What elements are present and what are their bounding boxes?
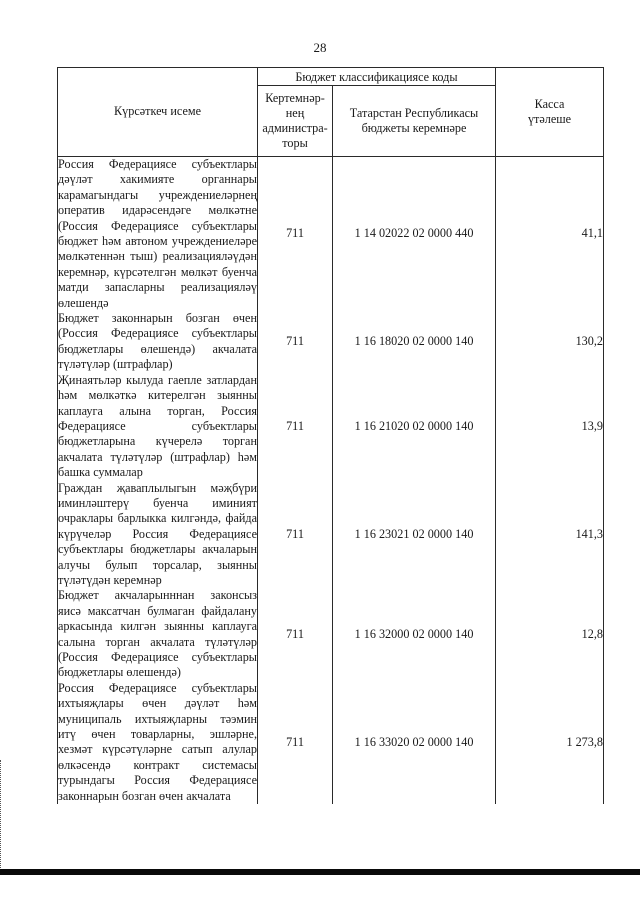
row-budget-code: 1 16 21020 02 0000 140 — [333, 373, 496, 481]
row-cash-amount: 41,1 — [496, 157, 604, 312]
row-cash-amount: 12,8 — [496, 588, 604, 680]
row-administrator-code: 711 — [258, 311, 333, 373]
table-row — [58, 373, 604, 481]
row-cash-amount: 141,3 — [496, 481, 604, 589]
header-cash-execution: Касса үтәлеше — [496, 68, 604, 157]
row-administrator-code: 711 — [258, 157, 333, 312]
header-indicator-name: Күрсәткеч исеме — [58, 68, 258, 157]
row-cash-amount: 13,9 — [496, 373, 604, 481]
table-row — [58, 481, 604, 589]
table-body — [58, 157, 604, 805]
table-header — [58, 68, 604, 157]
row-budget-code: 1 14 02022 02 0000 440 — [333, 157, 496, 312]
table-row — [58, 681, 604, 804]
row-budget-code: 1 16 33020 02 0000 140 — [333, 681, 496, 804]
row-indicator-name: Россия Федерациясе субъектлары ихтыяҗлары өчен дәүләт һәм муниципаль ихтыяҗларны тәэмин итү өчен товарларны, эшләрне, хезмәт күрсәтүләрне сатып алулар өлкәсендә контракт системасы турындагы Россия Федерациясе законнарын бозган өчен акчалата — [58, 680, 257, 803]
row-indicator-name: Граждан җаваплылыгын мәҗбүри иминләштерү буенча иминият очраклары барлыкка килгәндә, файда күрүчеләр Россия Федерациясе субъектлары бюджетлары акчаларын алучы булып торсалар, зыянны түләтүдән керемнәр — [58, 480, 257, 587]
row-budget-code: 1 16 32000 02 0000 140 — [333, 588, 496, 680]
row-cash-amount: 1 273,8 — [496, 681, 604, 804]
row-indicator-name: Россия Федерациясе субъектлары дәүләт хакимияте органнары карамагындагы учреждениеләрнең оператив идарәсендәге мөлкәтне (Россия Федерациясе субъектлары бюджет һәм автоном учреждениеләре мөлкәтеннән тыш) реализацияләүдән керемнәр, күрсәтелгән мөлкәт буенча матди запасларны реализацияләү өлешендә — [58, 157, 257, 310]
row-administrator-code: 711 — [258, 588, 333, 680]
header-tatarstan-budget-revenue: Татарстан Республикасы бюджеты керемнәре — [333, 86, 496, 157]
row-indicator-name: Бюджет законнарын бозган өчен (Россия Федерациясе субъектлары бюджетлары өлешендә) акчалата түләтүләр (штрафлар) — [58, 311, 257, 372]
scan-bottom-edge — [0, 869, 640, 875]
row-budget-code: 1 16 18020 02 0000 140 — [333, 311, 496, 373]
page-number: 28 — [313, 40, 327, 55]
table-row — [58, 311, 604, 373]
row-budget-code: 1 16 23021 02 0000 140 — [333, 481, 496, 589]
scan-margin-marks — [0, 760, 4, 870]
row-administrator-code: 711 — [258, 681, 333, 804]
header-revenue-administrator: Кертемнәр-нең администра-торы — [258, 86, 333, 157]
table-row — [58, 588, 604, 680]
row-indicator-name: Җинаятьләр кылуда гаепле затлардан һәм мөлкәткә китерелгән зыянны каплауга алына торган, Россия Федерациясе субъектлары бюджетларына күчерелә торган акчалата түләтүләр (штрафлар) һәм башка суммалар — [58, 372, 257, 480]
row-cash-amount: 130,2 — [496, 311, 604, 373]
row-indicator-name: Бюджет акчаларынннан законсыз яисә максатчан булмаган файдалану аркасында килгән зыянны каплауга салына торган акчалата түләтүләр (Россия Федерациясе субъектлары бюджетлары өлешендә) — [58, 588, 257, 680]
row-administrator-code: 711 — [258, 373, 333, 481]
table-row — [58, 157, 604, 312]
budget-revenue-table — [57, 67, 604, 804]
header-classification-group: Бюджет классификациясе коды — [258, 68, 496, 86]
row-administrator-code: 711 — [258, 481, 333, 589]
